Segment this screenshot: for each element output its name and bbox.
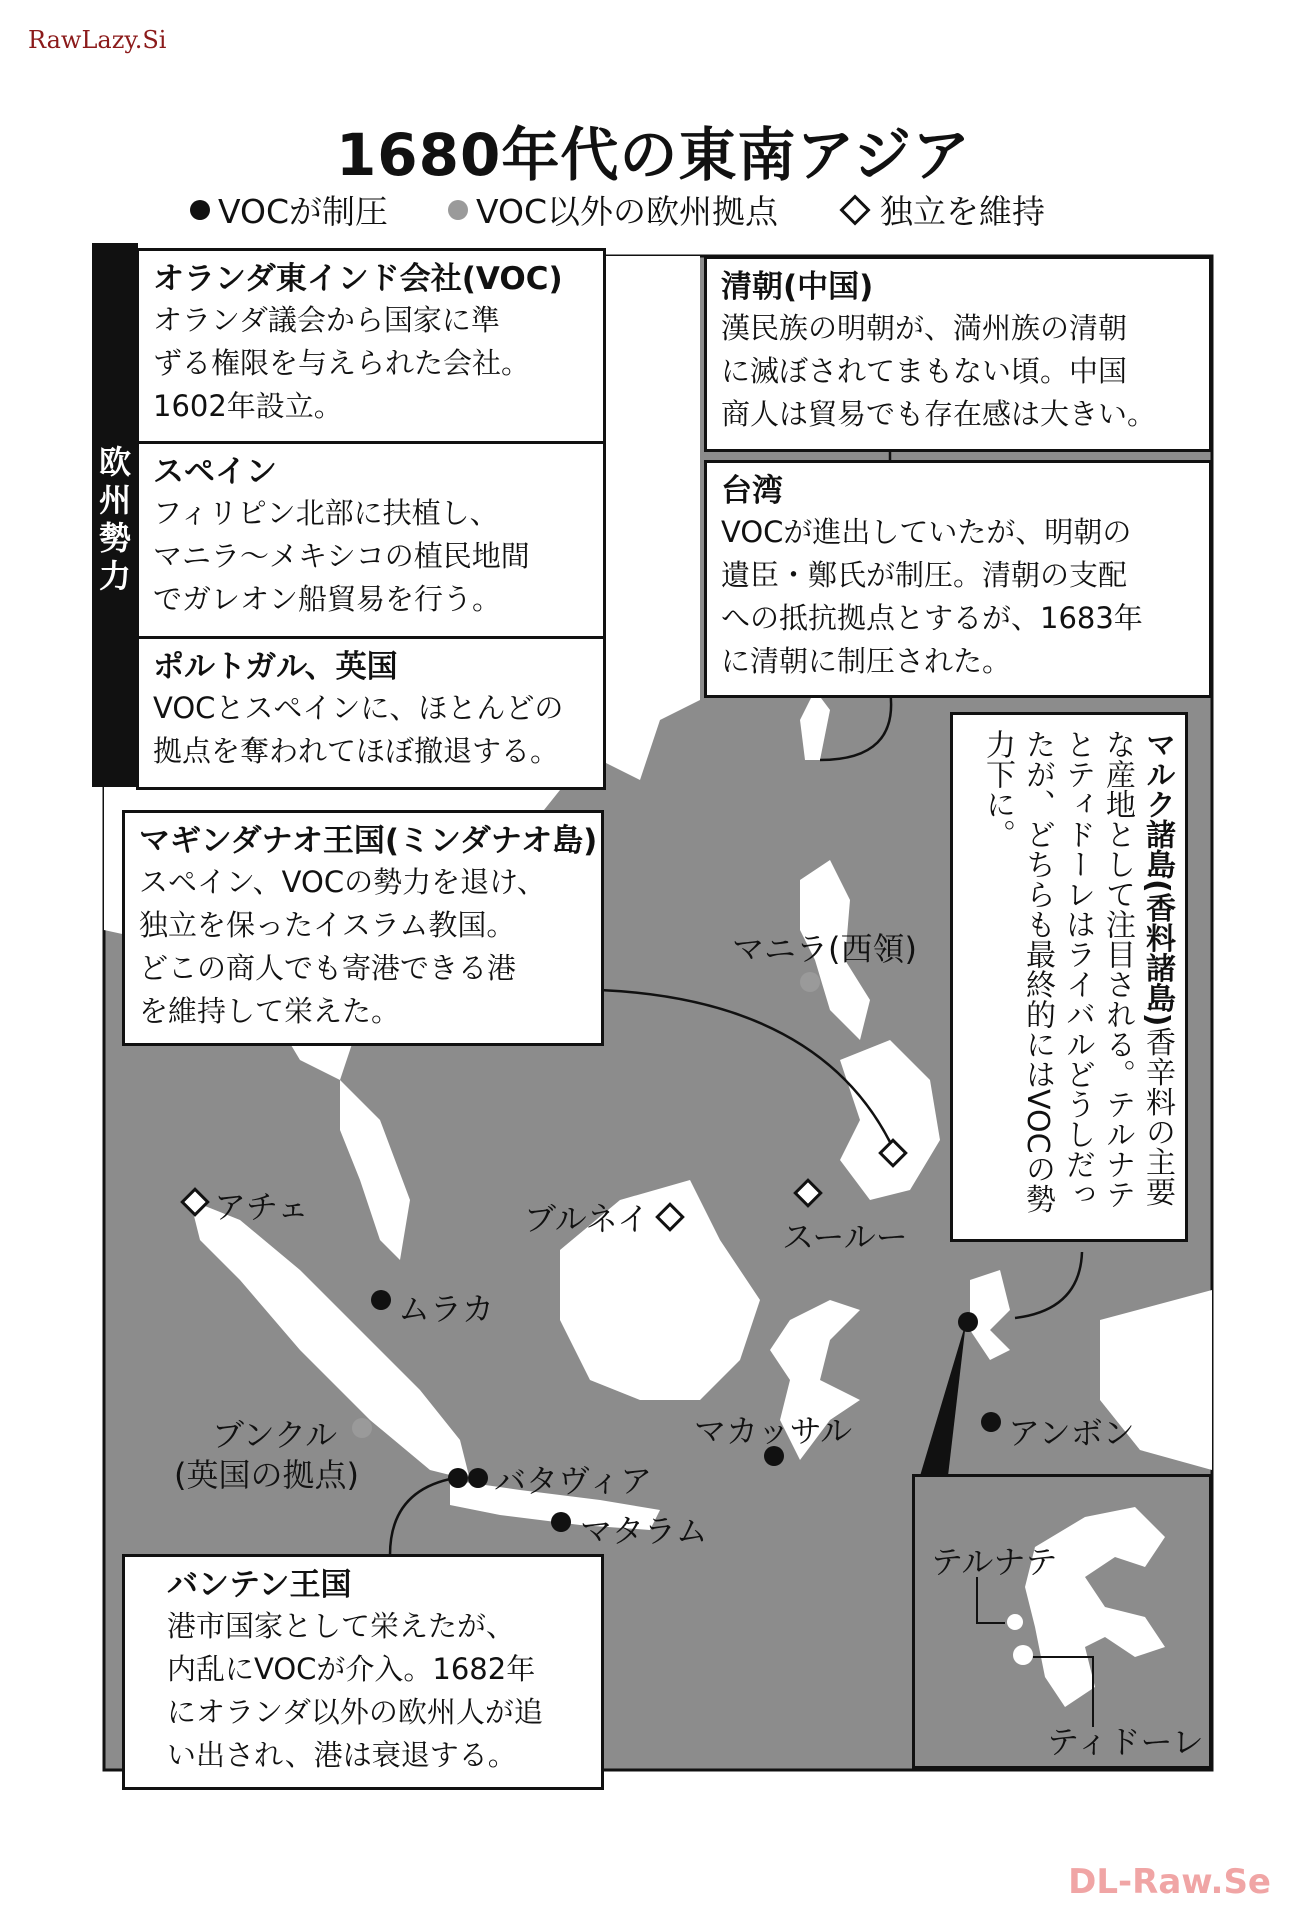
box-banten-heading: バンテン王国 [167,1567,352,1603]
box-maluku-body: 香辛料の主要な産地として注目される。テルナテとティドーレはライバルどうしだったが、どちらも最終的にはVOCの勢力下に。 [980,729,1175,1214]
label-makassar: マカッサル [694,1412,853,1450]
box-banten [122,1554,604,1790]
box-taiwan-heading: 台湾 [721,473,783,509]
label-aceh: アチェ [214,1188,310,1226]
inset-ternate-island [1007,1614,1023,1630]
watermark-top: RawLazy.Si [28,26,167,54]
box-spain [136,441,606,639]
label-bengkulu-note: (英国の拠点) [174,1456,359,1494]
box-voc [136,248,606,444]
label-malacca: ムラカ [398,1290,495,1328]
box-banten-body: 港市国家として栄えたが、 内乱にVOCが介入。1682年 にオランダ以外の欧州人が追 い出され、港は衰退する。 [167,1609,543,1772]
label-sulu: スールー [782,1218,908,1256]
box-qing-body: 漢民族の明朝が、満州族の清朝 に滅ぼされてまもない頃。中国 商人は貿易でも存在感は大きい。 [721,311,1157,431]
box-voc-body: オランダ議会から国家に準 ずる権限を与えられた会社。 1602年設立。 [153,303,531,423]
marker-mataram [551,1512,571,1532]
label-mataram: マタラム [580,1512,708,1550]
watermark-bottom: DL-Raw.Se [1068,1862,1271,1902]
box-portugal-body: VOCとスペインに、ほとんどの 拠点を奪われてほぼ撤退する。 [153,691,564,768]
box-spain-body: フィリピン北部に扶植し、 マニラ〜メキシコの植民地間 でガレオン船貿易を行う。 [153,496,530,616]
label-ternate: テルナテ [931,1543,1058,1581]
box-maluku [950,712,1188,1242]
box-taiwan-body: VOCが進出していたが、明朝の 遺臣・鄭氏が制圧。清朝の支配 への抵抗拠点とするが、1683年 に清朝に制圧された。 [721,515,1143,678]
marker-malacca [371,1290,391,1310]
box-maguindanao-body: スペイン、VOCの勢力を退け、 独立を保ったイスラム教国。 どこの商人でも寄港できる港 を維持して栄えた。 [139,865,546,1028]
label-tidore: ティドーレ [1047,1723,1204,1761]
europe-side-text: 欧 州 勢 力 [98,443,131,595]
box-maluku-text [977,729,1177,1229]
label-brunei: ブルネイ [524,1200,650,1238]
box-spain-heading: スペイン [153,454,277,490]
label-manila: マニラ(西領) [732,930,917,968]
box-maguindanao [122,810,604,1046]
marker-batavia-2 [468,1468,488,1488]
marker-ternate [958,1312,978,1332]
box-maluku-heading: マルク諸島(香料諸島) [1140,729,1175,1027]
marker-manila [800,972,820,992]
label-bengkulu: ブンクル [212,1416,338,1454]
box-portugal [136,636,606,790]
marker-batavia-1 [448,1468,468,1488]
legend-other-label: VOC以外の欧州拠点 [476,192,779,231]
box-taiwan [704,460,1212,698]
marker-bengkulu [352,1418,372,1438]
legend-independent-label: 独立を維持 [880,192,1046,231]
label-batavia: バタヴィア [494,1462,653,1500]
legend-voc-label: VOCが制圧 [218,192,389,231]
inset-ternate-line [977,1577,1005,1623]
box-voc-heading: オランダ東インド会社(VOC) [153,261,563,297]
inset-tidore-island [1013,1645,1033,1665]
box-qing-heading: 清朝(中国) [721,269,874,305]
europe-side-label [92,243,138,787]
box-portugal-heading: ポルトガル、英国 [153,649,398,685]
box-maguindanao-heading: マギンダナオ王国(ミンダナオ島) [139,823,598,859]
label-ambon: アンボン [1008,1414,1135,1452]
inset-map [912,1474,1212,1769]
page-title: 1680年代の東南アジア [335,121,972,189]
box-qing [704,256,1212,452]
marker-ambon [981,1412,1001,1432]
